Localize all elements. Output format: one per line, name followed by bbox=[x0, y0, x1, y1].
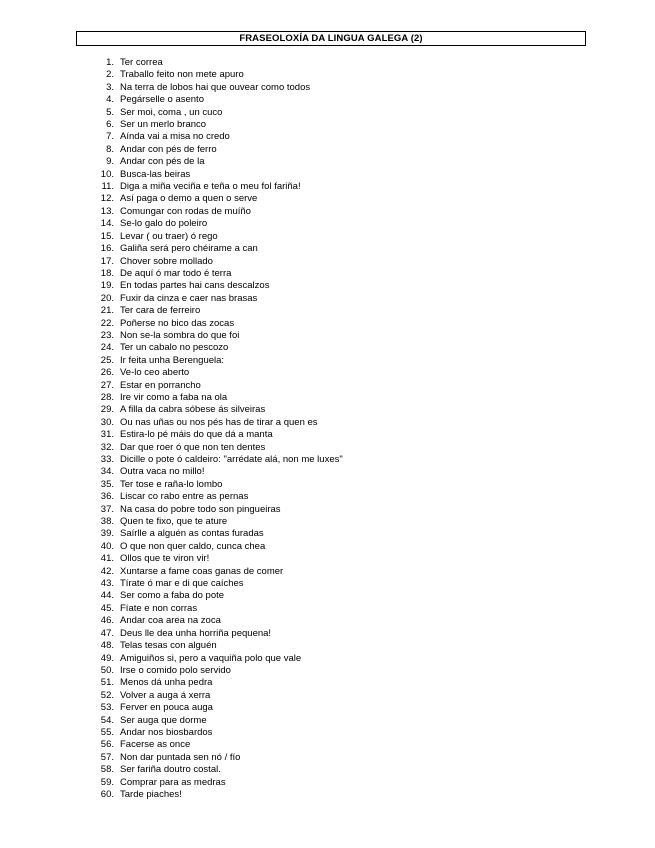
item-text: Ire vir como a faba na ola bbox=[120, 391, 228, 403]
list-item bbox=[92, 193, 343, 205]
item-text: Estar en porrancho bbox=[120, 379, 201, 391]
list-item bbox=[92, 169, 343, 181]
item-number: 50. bbox=[100, 664, 114, 676]
item-text: Tírate ó mar e di que caíches bbox=[120, 578, 244, 590]
item-text: Ferver en pouca auga bbox=[120, 702, 213, 714]
list-item bbox=[92, 380, 343, 392]
item-text: Fíate e non corras bbox=[120, 602, 198, 614]
list-item bbox=[92, 789, 343, 801]
item-number: 1. bbox=[106, 57, 114, 68]
item-number: 35. bbox=[100, 478, 114, 490]
list-item bbox=[92, 752, 343, 764]
item-text: Andar con pés de la bbox=[120, 156, 205, 168]
item-number: 45. bbox=[100, 602, 114, 614]
list-item bbox=[92, 231, 343, 243]
item-number: 36. bbox=[100, 491, 114, 503]
item-text: Ser un merlo branco bbox=[120, 119, 207, 131]
list-item bbox=[92, 466, 343, 478]
item-text: De aquí ó mar todo é terra bbox=[120, 267, 232, 279]
item-text: Telas tesas con alguén bbox=[120, 640, 217, 652]
list-item bbox=[92, 764, 343, 776]
list-item bbox=[92, 367, 343, 379]
item-text: Irse o comido polo servido bbox=[120, 664, 231, 676]
list-item bbox=[92, 442, 343, 454]
item-number: 8. bbox=[106, 143, 114, 155]
list-item bbox=[92, 491, 343, 503]
phrase-list bbox=[92, 57, 343, 801]
list-item bbox=[92, 342, 343, 354]
item-number: 18. bbox=[100, 267, 114, 279]
item-text: Ser moi, coma , un cuco bbox=[120, 106, 223, 118]
item-number: 48. bbox=[100, 640, 114, 652]
item-number: 16. bbox=[100, 243, 114, 255]
item-number: 55. bbox=[100, 726, 114, 738]
item-number: 54. bbox=[100, 714, 114, 726]
list-item bbox=[92, 566, 343, 578]
item-number: 44. bbox=[100, 590, 114, 602]
item-text: Na terra de lobos hai que ouvear como todos bbox=[120, 81, 311, 93]
item-number: 2. bbox=[106, 69, 114, 81]
list-item bbox=[92, 318, 343, 330]
item-number: 4. bbox=[106, 94, 114, 106]
item-number: 24. bbox=[100, 342, 114, 354]
item-text: Ser como a faba do pote bbox=[120, 590, 225, 602]
list-item bbox=[92, 653, 343, 665]
item-number: 22. bbox=[100, 317, 114, 329]
item-text: Ter un cabalo no pescozo bbox=[120, 342, 229, 354]
item-number: 13. bbox=[100, 205, 114, 217]
list-item bbox=[92, 330, 343, 342]
list-item bbox=[92, 528, 343, 540]
item-text: Amiguiños si, pero a vaquiña polo que vale bbox=[120, 652, 302, 664]
item-text: Comprar para as medras bbox=[120, 776, 226, 788]
item-text: Tarde piaches! bbox=[120, 788, 182, 800]
item-text: Non se-la sombra do que foi bbox=[120, 329, 240, 341]
item-number: 15. bbox=[100, 230, 114, 242]
list-item bbox=[92, 578, 343, 590]
list-item bbox=[92, 504, 343, 516]
item-text: Pegárselle o asento bbox=[120, 94, 204, 106]
item-text: Andar nos biosbardos bbox=[120, 726, 213, 738]
item-number: 42. bbox=[100, 565, 114, 577]
item-text: Andar coa area na zoca bbox=[120, 615, 221, 627]
item-text: Ou nas uñas ou nos pés has de tirar a quen es bbox=[120, 416, 318, 428]
item-number: 52. bbox=[100, 689, 114, 701]
item-text: Quen te fixo, que te ature bbox=[120, 516, 228, 528]
item-text: O que non quer caldo, cunca chea bbox=[120, 540, 266, 552]
item-text: Ter correa bbox=[120, 57, 163, 68]
item-text: Menos dá unha pedra bbox=[120, 677, 213, 689]
item-number: 47. bbox=[100, 627, 114, 639]
item-number: 60. bbox=[100, 788, 114, 800]
list-item bbox=[92, 156, 343, 168]
item-number: 39. bbox=[100, 528, 114, 540]
list-item bbox=[92, 777, 343, 789]
list-item bbox=[92, 57, 343, 69]
list-item bbox=[92, 107, 343, 119]
item-text: Dar que roer ó que non ten dentes bbox=[120, 441, 266, 453]
list-item bbox=[92, 218, 343, 230]
list-item bbox=[92, 615, 343, 627]
item-number: 38. bbox=[100, 516, 114, 528]
item-text: Facerse as once bbox=[120, 739, 191, 751]
item-number: 58. bbox=[100, 764, 114, 776]
item-number: 40. bbox=[100, 540, 114, 552]
item-number: 25. bbox=[100, 354, 114, 366]
item-number: 46. bbox=[100, 615, 114, 627]
list-item bbox=[92, 82, 343, 94]
list-item bbox=[92, 206, 343, 218]
item-number: 26. bbox=[100, 367, 114, 379]
list-item bbox=[92, 739, 343, 751]
list-item bbox=[92, 677, 343, 689]
list-item bbox=[92, 94, 343, 106]
item-text: Ser fariña doutro costal. bbox=[120, 764, 221, 776]
item-text: Na casa do pobre todo son pingueiras bbox=[120, 503, 281, 515]
item-text: En todas partes hai cans descalzos bbox=[120, 280, 270, 292]
item-text: Andar con pés de ferro bbox=[120, 143, 217, 155]
item-text: Diga a miña veciña e teña o meu fol fariña! bbox=[120, 181, 301, 193]
item-text: Ir feita unha Berenguela: bbox=[120, 354, 225, 366]
item-text: Outra vaca no millo! bbox=[120, 466, 205, 478]
item-text: Saírlle a alguén as contas furadas bbox=[120, 528, 264, 540]
list-item bbox=[92, 429, 343, 441]
item-text: Galiña será pero chéirame a can bbox=[120, 243, 258, 255]
item-text: Así paga o demo a quen o serve bbox=[120, 193, 258, 205]
item-number: 31. bbox=[100, 429, 114, 441]
item-text: Ve-lo ceo aberto bbox=[120, 367, 190, 379]
item-text: Busca-las beiras bbox=[120, 168, 191, 180]
item-number: 34. bbox=[100, 466, 114, 478]
list-item bbox=[92, 355, 343, 367]
list-item bbox=[92, 268, 343, 280]
list-item bbox=[92, 640, 343, 652]
item-text: Estira-lo pé máis do que dá a manta bbox=[120, 429, 273, 441]
list-item bbox=[92, 628, 343, 640]
item-number: 12. bbox=[100, 193, 114, 205]
item-text: Levar ( ou traer) ó rego bbox=[120, 230, 218, 242]
item-number: 14. bbox=[100, 218, 114, 230]
list-item bbox=[92, 541, 343, 553]
list-item bbox=[92, 590, 343, 602]
list-item bbox=[92, 144, 343, 156]
item-number: 11. bbox=[101, 181, 114, 193]
item-number: 32. bbox=[100, 441, 114, 453]
item-text: Ser auga que dorme bbox=[120, 714, 207, 726]
list-item bbox=[92, 243, 343, 255]
item-number: 37. bbox=[100, 503, 114, 515]
item-text: Chover sobre mollado bbox=[120, 255, 213, 267]
list-item bbox=[92, 256, 343, 268]
item-number: 59. bbox=[100, 776, 114, 788]
item-number: 23. bbox=[100, 329, 114, 341]
item-number: 20. bbox=[100, 292, 114, 304]
item-text: Ollos que te viron vir! bbox=[120, 553, 210, 565]
item-number: 28. bbox=[100, 391, 114, 403]
list-item bbox=[92, 715, 343, 727]
item-number: 9. bbox=[106, 156, 114, 168]
list-item bbox=[92, 392, 343, 404]
item-number: 7. bbox=[106, 131, 114, 143]
list-item bbox=[92, 516, 343, 528]
list-item bbox=[92, 293, 343, 305]
list-item bbox=[92, 404, 343, 416]
item-number: 57. bbox=[100, 751, 114, 763]
item-number: 49. bbox=[100, 652, 114, 664]
list-item bbox=[92, 665, 343, 677]
item-text: Dicille o pote ó caldeiro: "arrédate alá, non me luxes" bbox=[120, 454, 343, 465]
list-item bbox=[92, 280, 343, 292]
item-number: 51. bbox=[100, 677, 114, 689]
item-text: Ter cara de ferreiro bbox=[120, 305, 201, 317]
list-item bbox=[92, 417, 343, 429]
item-text: Liscar co rabo entre as pernas bbox=[120, 491, 249, 503]
item-text: Comungar con rodas de muíño bbox=[120, 205, 251, 217]
item-number: 53. bbox=[100, 702, 114, 714]
list-item bbox=[92, 553, 343, 565]
list-item bbox=[92, 305, 343, 317]
item-number: 5. bbox=[106, 106, 114, 118]
item-text: Traballo feito non mete apuro bbox=[120, 69, 244, 81]
item-number: 10. bbox=[100, 168, 114, 180]
item-number: 17. bbox=[100, 255, 114, 267]
item-text: Deus lle dea unha horriña pequena! bbox=[120, 627, 272, 639]
list-item bbox=[92, 69, 343, 81]
item-text: Ter tose e raña-lo lombo bbox=[120, 478, 223, 490]
item-text: Non dar puntada sen nó / fío bbox=[120, 751, 241, 763]
item-text: Poñerse no bico das zocas bbox=[120, 317, 235, 329]
list-item bbox=[92, 479, 343, 491]
list-item bbox=[92, 181, 343, 193]
list-item bbox=[92, 454, 343, 466]
item-text: A filla da cabra sóbese ás silveiras bbox=[120, 404, 266, 416]
item-text: Fuxir da cinza e caer nas brasas bbox=[120, 292, 258, 304]
list-item bbox=[92, 690, 343, 702]
item-number: 19. bbox=[100, 280, 114, 292]
item-number: 29. bbox=[100, 404, 114, 416]
item-number: 41. bbox=[100, 553, 114, 565]
item-text: Volver a auga á xerra bbox=[120, 689, 211, 701]
list-item bbox=[92, 702, 343, 714]
item-number: 27. bbox=[100, 379, 114, 391]
item-number: 56. bbox=[100, 739, 114, 751]
list-item bbox=[92, 119, 343, 131]
document-title: FRASEOLOXÍA DA LINGUA GALEGA (2) bbox=[76, 31, 586, 46]
item-number: 3. bbox=[106, 81, 114, 93]
item-number: 6. bbox=[106, 119, 114, 131]
list-item bbox=[92, 727, 343, 739]
list-item bbox=[92, 603, 343, 615]
list-item bbox=[92, 131, 343, 143]
item-number: 21. bbox=[100, 305, 114, 317]
item-number: 43. bbox=[100, 578, 114, 590]
item-number: 30. bbox=[100, 416, 114, 428]
item-text: Aínda vai a misa no credo bbox=[120, 131, 230, 143]
item-number: 33. bbox=[100, 454, 114, 465]
item-text: Se-lo galo do poleiro bbox=[120, 218, 208, 230]
item-text: Xuntarse a fame coas ganas de comer bbox=[120, 565, 284, 577]
